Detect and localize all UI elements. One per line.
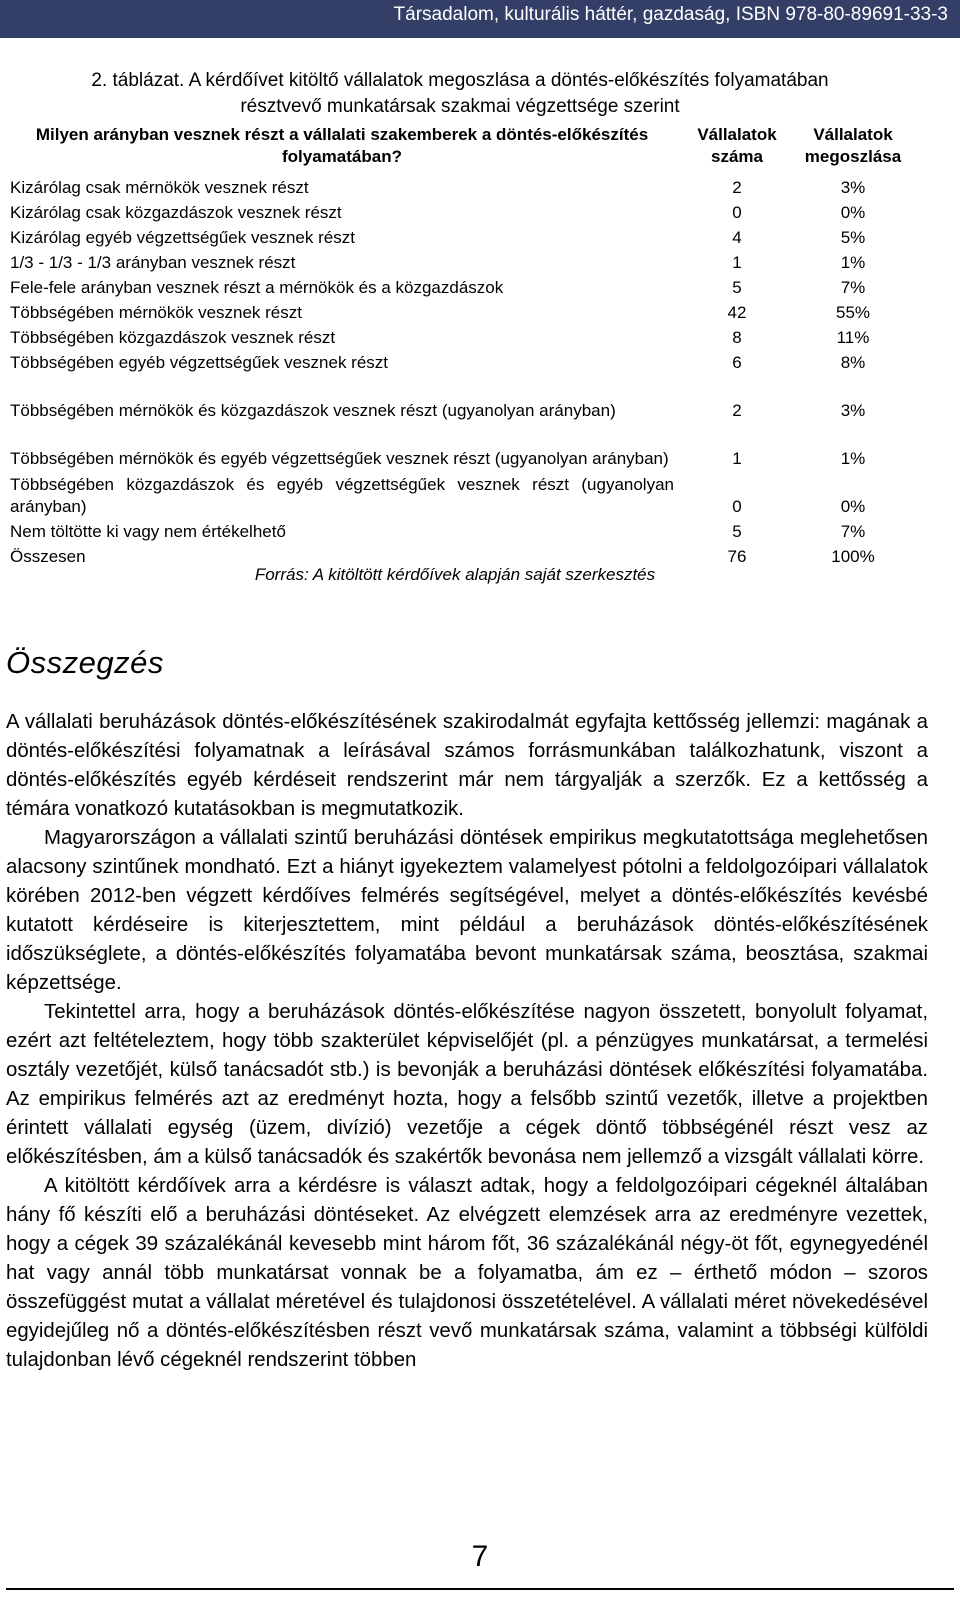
row-label: Kizárólag csak mérnökök vesznek részt <box>10 178 309 197</box>
row-count: 1 <box>732 253 742 272</box>
row-count: 6 <box>732 353 742 372</box>
row-label: Fele-fele arányban vesznek részt a mérnökök és a közgazdászok <box>10 278 504 297</box>
row-label: Kizárólag csak közgazdászok vesznek részt <box>10 203 342 222</box>
row-share: 5% <box>840 228 866 247</box>
running-header <box>0 0 960 38</box>
row-count: 5 <box>732 522 742 541</box>
row-label: Többségében mérnökök és egyéb végzettségűek vesznek részt (ugyanolyan arányban) <box>10 449 669 468</box>
row-share: 55% <box>835 303 871 322</box>
body-text <box>6 708 928 1375</box>
data-table <box>6 124 910 568</box>
row-label: Többségében mérnökök vesznek részt <box>10 303 302 322</box>
running-header-text: Társadalom, kulturális háttér, gazdaság, ISBN 978-80-89691-33-3 <box>393 4 948 25</box>
row-share: 7% <box>840 522 866 541</box>
table-row <box>6 224 910 249</box>
row-share: 1% <box>840 253 866 272</box>
row-count: 5 <box>732 278 742 297</box>
row-count: 2 <box>732 178 742 197</box>
row-share: 3% <box>840 401 866 420</box>
table-row <box>6 274 910 299</box>
row-share: 0% <box>840 497 866 516</box>
header-count: Vállalatok száma <box>697 125 777 166</box>
paragraph: A kitöltött kérdőívek arra a kérdésre is választ adtak, hogy a feldolgozóipari cégeknél általában hány fő készíti elő a beruházási döntéseket. Az elvégzett elemzések arra az eredményre vezettek, hogy a cégek 39 százalékánál kevesebb mint három főt, 36 százalékánál négy-öt főt, egynegyedénél hat vagy annál több munkatársat vonnak be a folyamatba, ám ez – érthető módon – szoros összefüggést mutat a vállalat méretével és tulajdonosi összetételével. A vállalati méret növekedésével egyidejűleg nő a döntés-előkészítésben részt vevő munkatársak száma, valamint a többségi külföldi tulajdonban lévő cégeknél rendszerint többen <box>6 1175 928 1371</box>
row-share: 1% <box>840 449 866 468</box>
table-row <box>6 349 910 374</box>
header-share: Vállalatok megoszlása <box>804 125 902 166</box>
table-caption-line-2: résztvevő munkatársak szakmai végzettsége szerint <box>240 96 680 117</box>
header-question: Milyen arányban vesznek részt a vállalati szakemberek a döntés-előkészítés folyamatában? <box>35 125 649 166</box>
row-label: Többségében közgazdászok vesznek részt <box>10 328 336 347</box>
paragraph: Magyarországon a vállalati szintű beruházási döntések empirikus megkutatottsága meglehetősen alacsony szintűnek mondható. Ezt a hiányt igyekeztem valamelyest pótolni a feldolgozóipari vállalatok körében 2012-ben végzett kérdőíves felmérés segítségével, melyet a döntés-előkészítés kevésbé kutatott kérdéseire is kiterjesztettem, mint például a beruházások döntés-előkészítésének időszükséglete, a döntés-előkészítés folyamatába bevont munkatársak száma, beosztása, szakmai képzettsége. <box>6 827 928 994</box>
paragraph: A vállalati beruházások döntés-előkészítésének szakirodalmát egyfajta kettősség jellemzi: magának a döntés-előkészítési folyamatnak a leírásával számos forrásmunkában találkozhatunk, viszont a döntés-előkészítés egyéb kérdéseit rendszerint már nem tárgyalják a szerzők. Ez a kettősség a témára vonatkozó kutatásokban is megmutatkozik. <box>6 711 928 820</box>
row-count: 0 <box>732 203 742 222</box>
row-count: 42 <box>727 303 747 322</box>
table-row <box>6 299 910 324</box>
row-share: 3% <box>840 178 866 197</box>
row-label: Többségében közgazdászok és egyéb végzettségűek vesznek részt (ugyanolyan arányban) <box>10 475 674 516</box>
row-label: Összesen <box>10 547 86 566</box>
table-row <box>6 470 910 518</box>
row-count: 0 <box>732 497 742 516</box>
table-caption-line-1: 2. táblázat. A kérdőívet kitöltő vállalatok megoszlása a döntés-előkészítés folyamatában <box>91 70 829 91</box>
page-number: 7 <box>471 1540 489 1573</box>
table-row <box>6 518 910 543</box>
row-share: 0% <box>840 203 866 222</box>
row-count: 8 <box>732 328 742 347</box>
table-row <box>6 249 910 274</box>
paragraph: Tekintettel arra, hogy a beruházások döntés-előkészítése nagyon összetett, bonyolult folyamat, ezért azt feltételeztem, hogy több szakterület képviselőjét (pl. a pénzügyes munkatársat, a termelési osztály vezetőjét, külső tanácsadót stb.) is bevonják a beruházási döntések előkészítési folyamatába. Az empirikus felmérés azt az eredményt hozta, hogy a felsőbb szintű vezetők, illetve a projektben érintett vállalati egység (üzem, divízió) vezetője a cégek döntő többségénél részt vesz az előkészítésben, ám a külső tanácsadók és szakértők bevonása nem jellemző a vizsgált vállalati körre. <box>6 1001 928 1168</box>
row-label: Nem töltötte ki vagy nem értékelhető <box>10 522 286 541</box>
table-row <box>6 422 910 470</box>
table-row <box>6 324 910 349</box>
table-source: Forrás: A kitöltött kérdőívek alapján saját szerkesztés <box>254 565 656 584</box>
row-share: 8% <box>840 353 866 372</box>
row-count: 76 <box>727 547 747 566</box>
table-header-row <box>6 124 910 174</box>
row-label: Kizárólag egyéb végzettségűek vesznek részt <box>10 228 355 247</box>
row-count: 1 <box>732 449 742 468</box>
table-row <box>6 374 910 422</box>
row-count: 4 <box>732 228 742 247</box>
row-label: Többségében mérnökök és közgazdászok vesznek részt (ugyanolyan arányban) <box>10 401 616 420</box>
table-row <box>6 174 910 199</box>
row-label: 1/3 - 1/3 - 1/3 arányban vesznek részt <box>10 253 296 272</box>
section-title: Összegzés <box>6 645 164 680</box>
row-share: 11% <box>836 328 870 347</box>
table-row <box>6 199 910 224</box>
footer-rule <box>6 1588 954 1590</box>
row-count: 2 <box>732 401 742 420</box>
row-share: 100% <box>831 547 875 566</box>
table-caption <box>10 68 910 120</box>
row-label: Többségében egyéb végzettségűek vesznek részt <box>10 353 389 372</box>
row-share: 7% <box>840 278 866 297</box>
